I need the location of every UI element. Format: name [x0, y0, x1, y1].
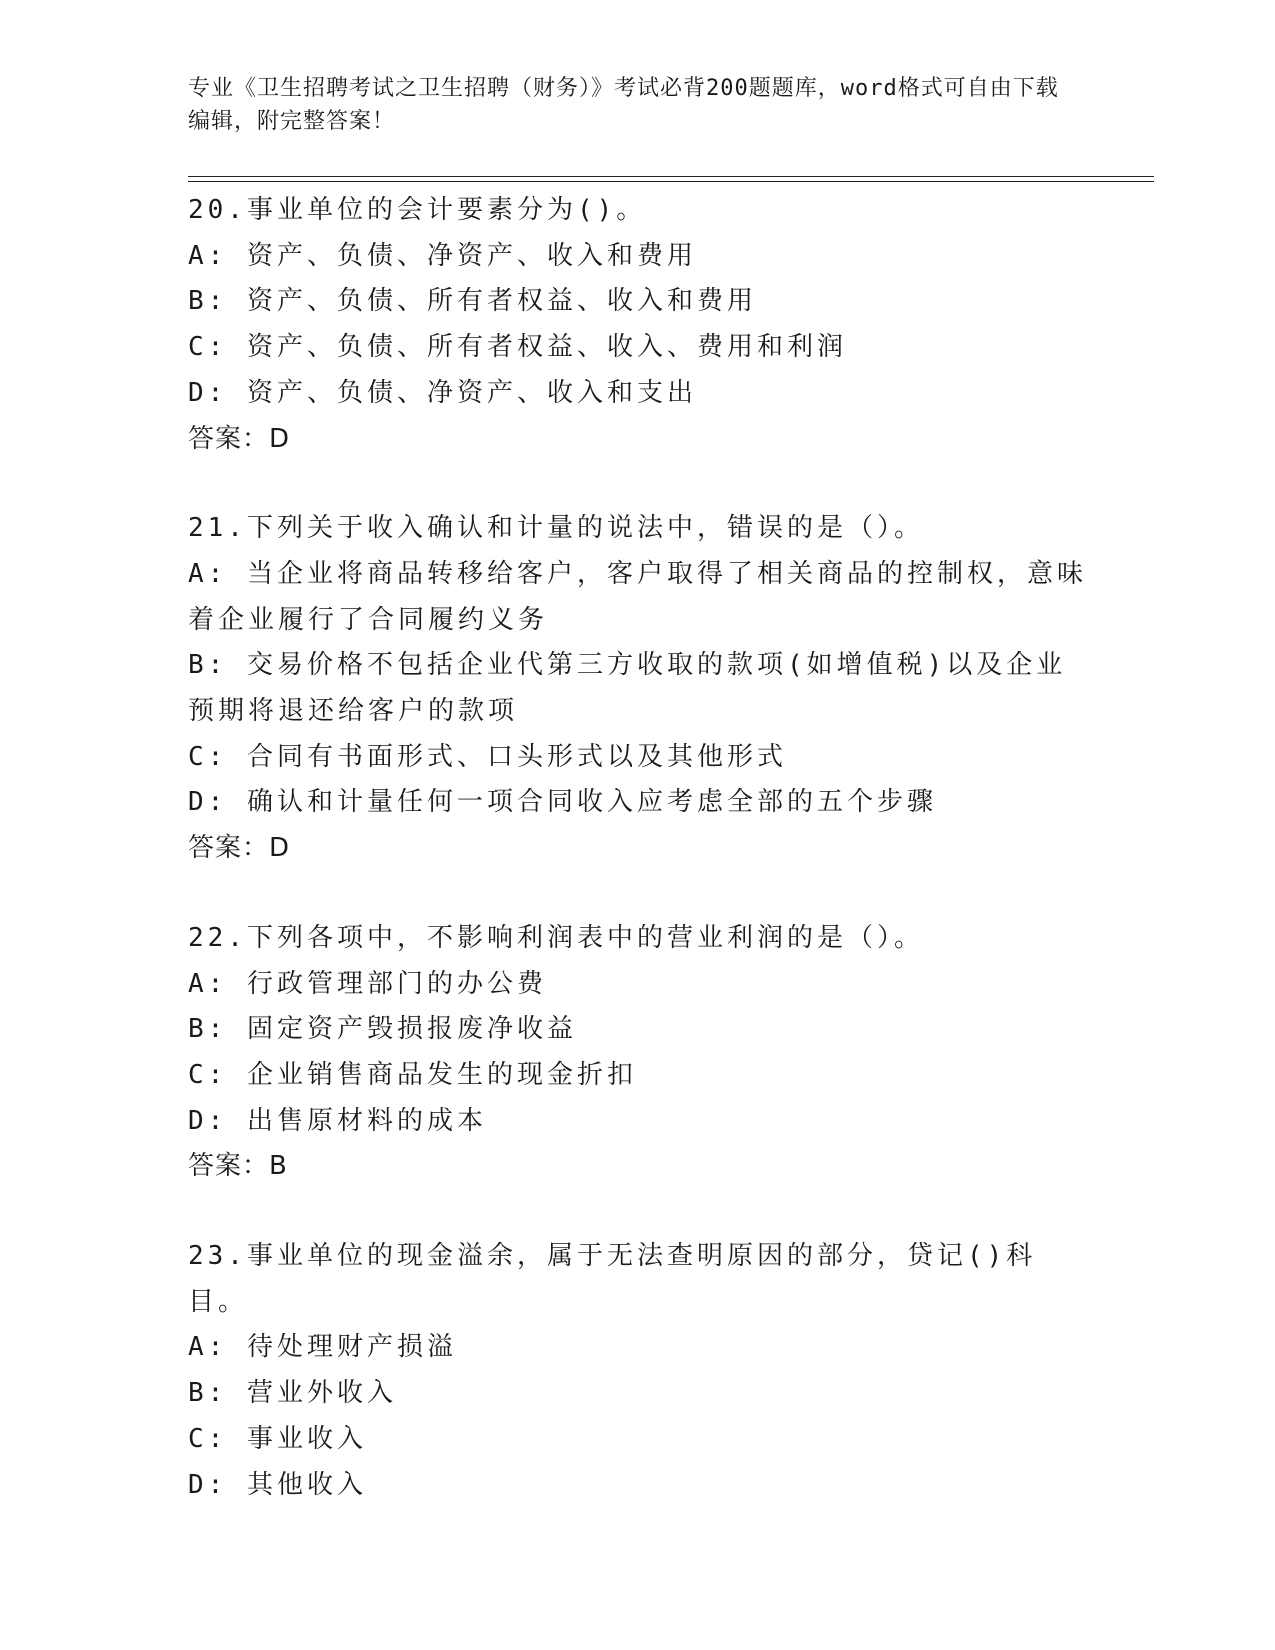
option-a: A: 资产、负债、净资产、收入和费用	[188, 240, 697, 271]
option-c: C: 合同有书面形式、口头形式以及其他形式	[188, 741, 787, 772]
option-a: A: 待处理财产损溢	[188, 1332, 457, 1363]
header-divider-bottom	[188, 181, 1154, 182]
question-list	[188, 188, 1088, 1552]
option-a: A: 当企业将商品转移给客户，客户取得了相关商品的控制权，意味着企业履行了合同履约义务	[188, 558, 1087, 635]
question-23	[188, 1234, 1088, 1508]
question-21	[188, 506, 1088, 872]
option-d: D: 确认和计量任何一项合同收入应考虑全部的五个步骤	[188, 787, 937, 818]
question-22	[188, 916, 1088, 1190]
question-stem: 23.事业单位的现金溢余，属于无法查明原因的部分，贷记()科目。	[188, 1241, 1037, 1317]
question-stem: 20.事业单位的会计要素分为()。	[188, 195, 647, 225]
option-c: C: 资产、负债、所有者权益、收入、费用和利润	[188, 332, 847, 363]
option-c: C: 事业收入	[188, 1423, 367, 1454]
option-d: D: 出售原材料的成本	[188, 1105, 487, 1136]
option-b: B: 固定资产毁损报废净收益	[188, 1014, 577, 1045]
question-stem: 21.下列关于收入确认和计量的说法中，错误的是（）。	[188, 513, 924, 544]
answer: 答案：B	[188, 1151, 288, 1182]
question-stem: 22.下列各项中，不影响利润表中的营业利润的是（）。	[188, 922, 924, 953]
option-b: B: 资产、负债、所有者权益、收入和费用	[188, 286, 757, 317]
option-d: D: 其他收入	[188, 1469, 367, 1500]
document-header: 专业《卫生招聘考试之卫生招聘（财务）》考试必背200题题库，word格式可自由下载编辑，附完整答案！	[188, 76, 1059, 134]
option-c: C: 企业销售商品发生的现金折扣	[188, 1059, 637, 1090]
answer: 答案：D	[188, 423, 291, 454]
option-d: D: 资产、负债、净资产、收入和支出	[188, 377, 697, 408]
question-20	[188, 188, 1088, 462]
option-a: A: 行政管理部门的办公费	[188, 968, 547, 999]
header-divider-top	[188, 176, 1154, 177]
option-b: B: 营业外收入	[188, 1378, 397, 1409]
option-b: B: 交易价格不包括企业代第三方收取的款项(如增值税)以及企业预期将退还给客户的款项	[188, 650, 1067, 727]
answer: 答案：D	[188, 833, 291, 864]
